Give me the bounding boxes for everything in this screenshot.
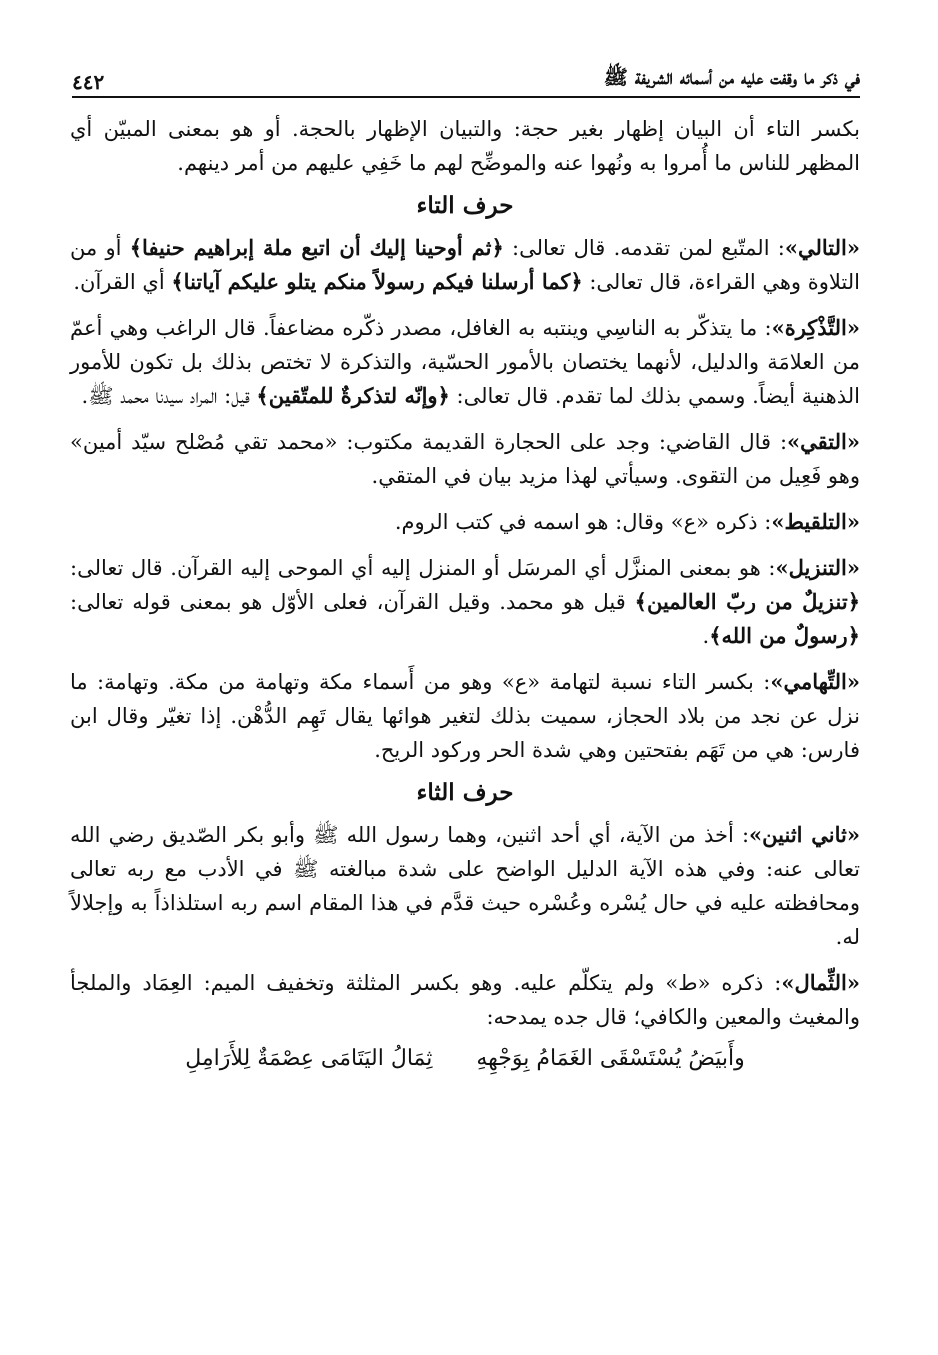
entry-text: قيل هو محمد. وقيل القرآن، فعلى الأوّل هو بمعنى قوله تعالى: [70,590,635,614]
entry-altalqit [70,505,860,539]
entry-text: : ما يتذكّر به الناسِي وينتبه به الغافل، مصدر ذكّره مضاعفاً. قال الراغب وهي أعمّ من العلامَة والدليل، لأنهما يختصان بالأمور الحسّية، والتذكرة لا تختص بذلك بل تكون للأمور الذهنية أيضاً. وسمي بذلك لما تقدم. قال تعالى: [70,316,860,408]
entry-text: أو من التلاوة وهي القراءة، قال تعالى: [70,236,860,294]
running-header [72,56,860,98]
entry-altaqi [70,425,860,493]
entry-term: «التِّهامي» [770,669,860,694]
verse-second-hemistich: ثِمَالُ اليَتَامَى عِصْمَةٌ لِلأَرَامِلِ [185,1046,433,1071]
header-title: في ذكر ما وقفت عليه من أسمائه الشريفة ﷺ [603,65,860,89]
entry-text: : المتّبع لمن تقدمه. قال تعالى: [503,236,785,260]
entry-term: «التَّذْكِرة» [771,315,860,340]
entry-althimal [70,966,860,1034]
quran-quote: ﴿رسولٌ من الله﴾ [709,623,860,648]
entry-term: «التنزيل» [775,555,860,580]
entry-thani-ithnayn [70,818,860,954]
entry-term: «ثاني اثنين» [749,822,860,847]
entry-term: «الثِّمال» [781,970,860,995]
entry-text: أي القرآن. [73,270,172,294]
entry-altihami [70,665,860,767]
entry-altali [70,231,860,299]
quran-quote: ﴿وإنّه لتذكرةٌ للمتّقين﴾ [256,383,450,408]
entry-term: «التالي» [784,235,860,260]
entry-altadhkira [70,311,860,413]
entry-text: : هو بمعنى المنزَّل أي المرسَل أو المنزل إليه أي الموحى إليه القرآن. قال تعالى: [70,556,776,580]
entry-term: «التلقيط» [771,509,860,534]
entry-text: : بكسر التاء نسبة لتهامة «ع» وهو من أَسماء مكة وتهامة من مكة. وتهامة: ما نزل عن نجد من بلاد الحجاز، سميت بذلك لتغير هوائها يقال تَهِم الدُّهْن. إذا تغيّر وقال ابن فارس: هي من تَهَم بفتحتين وهي شدة الحر وركود الريح. [70,670,860,762]
entry-text: : ذكره «ع» وقال: هو اسمه في كتب الروم. [394,510,772,534]
entry-term: «التقي» [787,429,860,454]
quran-quote: ﴿كما أرسلنا فيكم رسولاً منكم يتلو عليكم آياتنا﴾ [171,269,583,294]
entry-text: : أخذ من الآية، أي أحد اثنين، وهما رسول الله ﷺ وأبو بكر الصّديق رضي الله تعالى عنه: وفي هذه الآية الدليل الواضح على شدة مبالغته ﷺ في الأدب مع ربه تعالى ومحافظته عليه في حال يُسْره وعُسْره حيث قدَّم في هذا المقام اسم ربه استلذاذاً به وإجلالاً له. [70,823,860,949]
quran-quote: ﴿ثم أوحينا إليك أن اتبع ملة إبراهيم حنيفا﴾ [129,235,504,260]
section-heading-ta: حرف التاء [416,192,514,219]
poetry-verse [70,1046,860,1071]
intro-paragraph: بكسر التاء أن البيان إظهار بغير حجة: والتبيان الإظهار بالحجة. أو هو بمعنى المبيّن أي المظهر للناس ما أُمروا به ونُهوا عنه والموضِّح لهم ما خَفِي عليهم من أمر دينهم. [70,117,860,175]
quran-quote: ﴿تنزيلٌ من ربّ العالمين﴾ [634,589,860,614]
page-body [70,112,860,1071]
page-number: ٤٤٢ [72,70,105,94]
section-heading-tha: حرف الثاء [416,779,514,806]
entry-text: قيل: المراد سيدنا محمد ﷺ. [81,384,257,408]
entry-text: : قال القاضي: وجد على الحجارة القديمة مكتوب: «محمد تقي مُصْلح سيّد أمين» وهو فَعِيل من التقوى. وسيأتي لهذا مزيد بيان في المتقي. [70,430,860,488]
entry-altanzil [70,551,860,653]
entry-text: . [702,624,710,648]
entry-text: : ذكره «ط» ولم يتكلّم عليه. وهو بكسر المثلثة وتخفيف الميم: العِمَاد والملجأ والمغيث والمعين والكافي؛ قال جده يمدحه: [70,971,860,1029]
verse-first-hemistich: وأَبيَضُ يُسْتَسْقَى الغَمَامُ بِوَجْهِهِ [476,1046,745,1071]
